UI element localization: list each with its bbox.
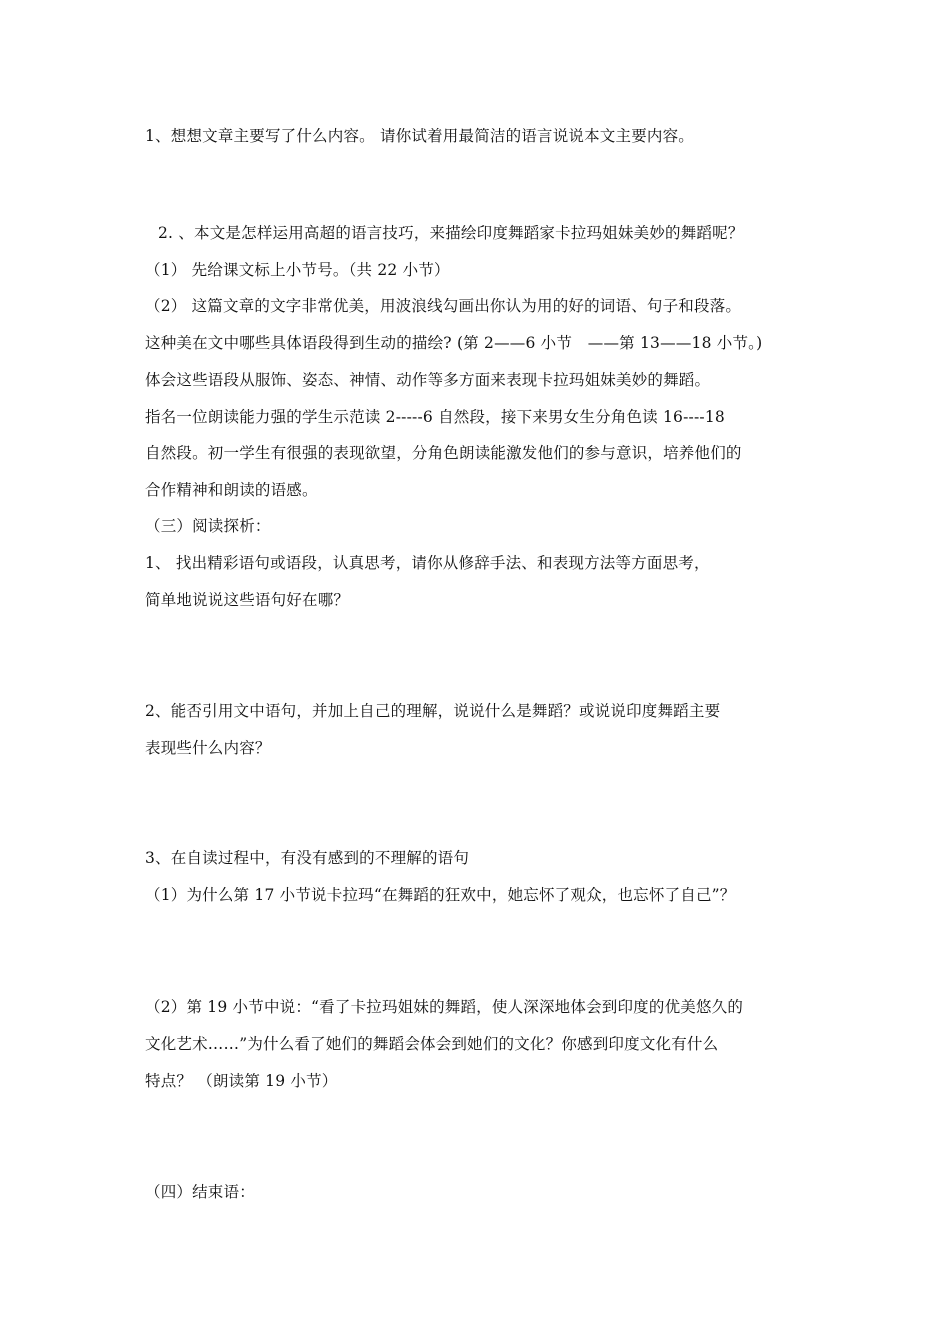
analysis-question-3-part-2-line-3: 特点？ （朗读第 19 小节）	[145, 1072, 338, 1090]
analysis-question-1-line-1: 1、 找出精彩语句或语段，认真思考，请你从修辞手法、和表现方法等方面思考，	[145, 554, 710, 572]
reading-instruction-line-2: 自然段。初一学生有很强的表现欲望，分角色朗读能激发他们的参与意识，培养他们的	[145, 444, 742, 462]
analysis-question-3-part-2-line-1: （2）第 19 小节中说：“看了卡拉玛姐妹的舞蹈，使人深深地体会到印度的优美悠久的	[145, 998, 744, 1016]
section-3-heading: （三）阅读探析：	[145, 517, 271, 535]
section-4-heading: （四）结束语：	[145, 1183, 255, 1201]
analysis-question-3-part-2-line-2: 文化艺术……”为什么看了她们的舞蹈会体会到她们的文化？你感到印度文化有什么	[145, 1035, 719, 1053]
analysis-question-2-line-1: 2、能否引用文中语句，并加上自己的理解，说说什么是舞蹈？或说说印度舞蹈主要	[145, 702, 721, 720]
analysis-question-1-line-2: 简单地说说这些语句好在哪？	[145, 591, 350, 609]
step-2-mark-phrases: （2） 这篇文章的文字非常优美，用波浪线勾画出你认为用的好的词语、句子和段落。	[145, 297, 742, 315]
reading-instruction-line-1: 指名一位朗读能力强的学生示范读 2-----6 自然段，接下来男女生分角色读 16----18	[145, 408, 725, 426]
step-1-number-sections: （1） 先给课文标上小节号。（共 22 小节）	[145, 261, 450, 279]
appreciation-note: 体会这些语段从服饰、姿态、神情、动作等多方面来表现卡拉玛姐妹美妙的舞蹈。	[145, 371, 711, 389]
analysis-question-2-line-2: 表现些什么内容？	[145, 739, 271, 757]
analysis-question-3-part-1: （1）为什么第 17 小节说卡拉玛“在舞蹈的狂欢中，她忘怀了观众，也忘怀了自己”？	[145, 886, 736, 904]
question-2-language-techniques: 2. 、本文是怎样运用高超的语言技巧，来描绘印度舞蹈家卡拉玛姐妹美妙的舞蹈呢？	[158, 224, 744, 242]
analysis-question-3: 3、在自读过程中，有没有感到的不理解的语句	[145, 849, 470, 867]
reading-instruction-line-3: 合作精神和朗读的语感。	[145, 481, 318, 499]
descriptive-sections-note: 这种美在文中哪些具体语段得到生动的描绘? (第 2——6 小节 ——第 13——18 小节。)	[145, 334, 763, 352]
question-1-main-content: 1、想想文章主要写了什么内容。 请你试着用最简洁的语言说说本文主要内容。	[145, 127, 694, 145]
